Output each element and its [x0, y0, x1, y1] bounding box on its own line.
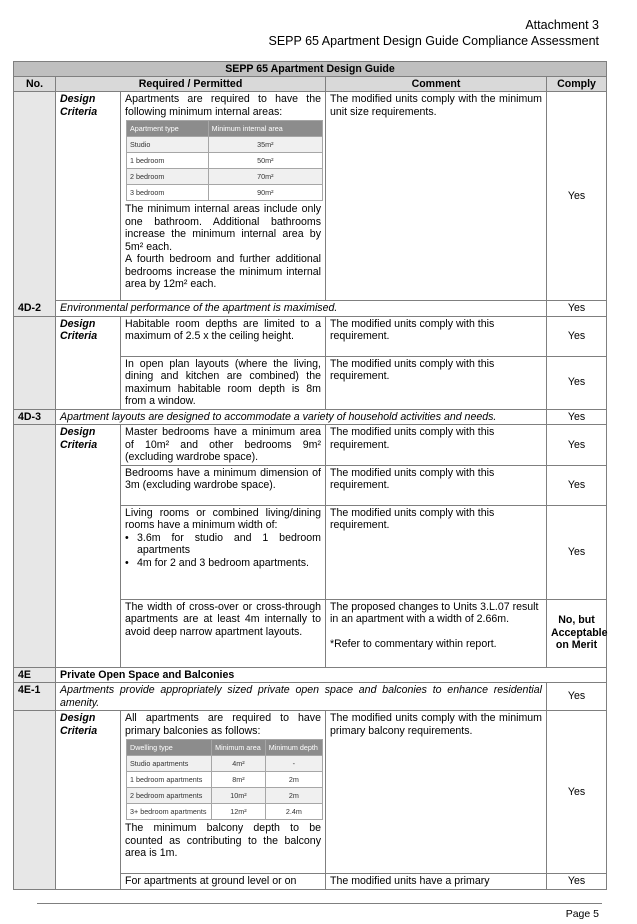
requirement-text: In open plan layouts (where the living, dining and kitchen are combined) the maximum habitable room depth is 8m from a window. [121, 356, 326, 409]
design-criteria-label: Design Criteria [56, 316, 121, 356]
comply-value: Yes [547, 465, 607, 505]
section-row [14, 683, 607, 711]
col-comment: Comment [326, 77, 547, 92]
section-objective: Apartments provide appropriately sized private open space and balconies to enhance residential amenity. [56, 683, 547, 711]
footer-divider [37, 903, 602, 904]
comment-text: The modified units comply with this requirement. [326, 425, 547, 466]
section-row [14, 667, 607, 683]
comply-value: Yes [547, 874, 607, 890]
section-row [14, 409, 607, 425]
comply-value: Yes [547, 316, 607, 356]
comment-text: The modified units comply with the minimum primary balcony requirements. [326, 711, 547, 874]
comment-text: The proposed changes to Units 3.L.07 result in an apartment with a width of 2.66m. [330, 600, 539, 625]
requirement-text: Master bedrooms have a minimum area of 10m² and other bedrooms 9m² (excluding wardrobe space). [121, 425, 326, 466]
balcony-table: Dwelling type Minimum area Minimum depth Studio apartments 4m² - 1 bedroom apartments 8m² 2m 2 bedroom apartments 10m² 2m 3+ bedroom apartments 12m² 2.4m [126, 739, 323, 820]
table-row [14, 356, 607, 409]
section-title: Private Open Space and Balconies [56, 667, 607, 683]
comment-text: The modified units comply with this requirement. [326, 356, 547, 409]
comply-value: Yes [547, 92, 607, 301]
list-item: • 3.6m for studio and 1 bedroom apartments [137, 532, 321, 557]
section-objective: Apartment layouts are designed to accommodate a variety of household activities and needs. [56, 409, 547, 425]
comment-text: The modified units comply with the minimum unit size requirements. [326, 92, 547, 301]
table-row [14, 599, 607, 667]
attachment-label: Attachment 3 [525, 18, 599, 32]
document-subtitle: SEPP 65 Apartment Design Guide Compliance Assessment [268, 34, 599, 48]
table-row [14, 874, 607, 890]
bullet-list [125, 532, 321, 570]
comply-value: Yes [547, 711, 607, 874]
table-row [14, 425, 607, 466]
requirement-text: The minimum balcony depth to be counted as contributing to the balcony area is 1m. [125, 822, 321, 859]
section-number: 4D-2 [14, 301, 56, 317]
requirement-text: A fourth bedroom and further additional bedrooms increase the minimum internal area by 12m² each. [125, 253, 321, 290]
requirement-text: Apartments are required to have the following minimum internal areas: [125, 93, 321, 118]
requirement-text: Bedrooms have a minimum dimension of 3m (excluding wardrobe space). [121, 465, 326, 505]
table-title-row [14, 62, 607, 77]
page-number: Page 5 [565, 908, 599, 920]
col-no: No. [14, 77, 56, 92]
section-number: 4E-1 [14, 683, 56, 711]
internal-area-table: Apartment type Minimum internal area Studio 35m² 1 bedroom 50m² 2 bedroom 70m² 3 bedroom 90m² [126, 120, 323, 201]
design-criteria-label: Design Criteria [56, 711, 121, 874]
comply-value: Yes [547, 505, 607, 599]
col-comply: Comply [547, 77, 607, 92]
design-criteria-label: Design Criteria [56, 425, 121, 466]
list-item: • 4m for 2 and 3 bedroom apartments. [137, 557, 321, 570]
requirement-text: The width of cross-over or cross-through apartments are at least 4m internally to avoid deep narrow apartment layouts. [121, 599, 326, 667]
requirement-text: Habitable room depths are limited to a maximum of 2.5 x the ceiling height. [121, 316, 326, 356]
comply-value: No, but Acceptable on Merit [547, 599, 607, 667]
comment-text: The modified units comply with this requirement. [326, 505, 547, 599]
comment-text: The modified units comply with this requirement. [326, 316, 547, 356]
compliance-table [13, 61, 607, 890]
table-row [14, 505, 607, 599]
comply-value: Yes [547, 425, 607, 466]
table-row [14, 465, 607, 505]
col-required: Required / Permitted [56, 77, 326, 92]
comment-text: The modified units comply with this requirement. [326, 465, 547, 505]
table-row [14, 711, 607, 874]
comply-value: Yes [547, 301, 607, 317]
comply-value: Yes [547, 409, 607, 425]
section-objective: Environmental performance of the apartment is maximised. [56, 301, 547, 317]
section-number: 4E [14, 667, 56, 683]
comment-note: *Refer to commentary within report. [330, 637, 497, 650]
table-row [14, 92, 607, 301]
comment-text: The modified units have a primary [326, 874, 547, 890]
requirement-text: For apartments at ground level or on [121, 874, 326, 890]
requirement-text: The minimum internal areas include only one bathroom. Additional bathrooms increase the minimum internal area by 5m² each. [125, 203, 321, 253]
column-header-row [14, 77, 607, 92]
section-number: 4D-3 [14, 409, 56, 425]
table-row [14, 316, 607, 356]
design-criteria-label: Design Criteria [56, 92, 121, 301]
requirement-text: All apartments are required to have primary balconies as follows: [125, 712, 321, 737]
comply-value: Yes [547, 683, 607, 711]
comply-value: Yes [547, 356, 607, 409]
table-title: SEPP 65 Apartment Design Guide [14, 62, 607, 77]
section-row [14, 301, 607, 317]
requirement-text: Living rooms or combined living/dining rooms have a minimum width of: [125, 506, 321, 531]
